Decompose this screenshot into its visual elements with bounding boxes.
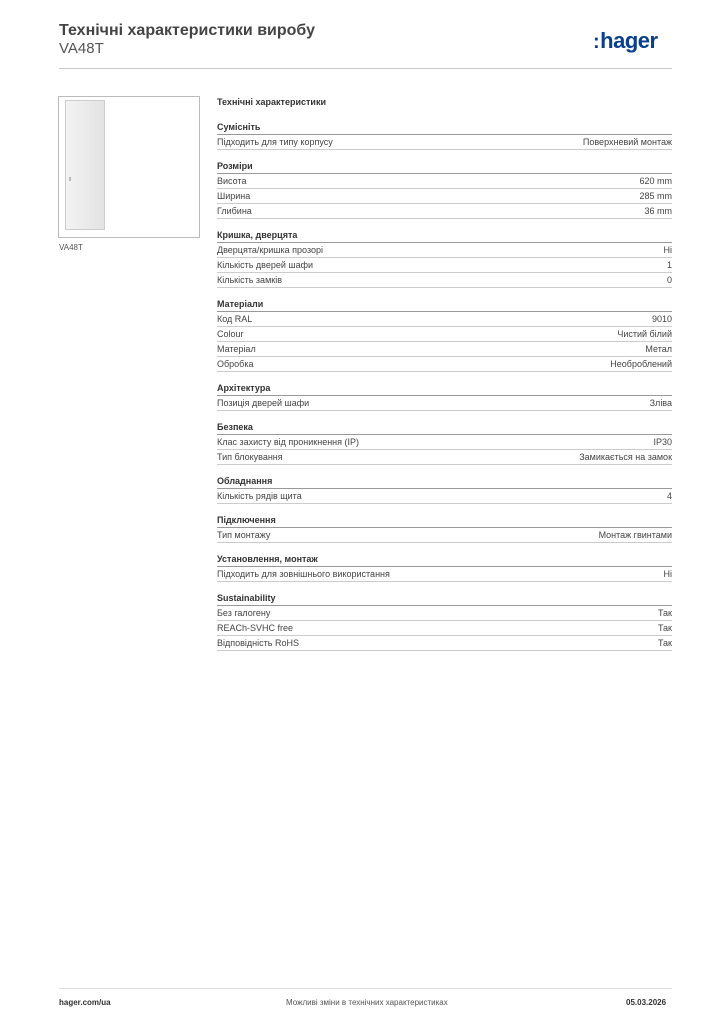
spec-row xyxy=(217,435,672,450)
spec-row xyxy=(217,396,672,411)
spec-value: Необроблений xyxy=(610,359,672,369)
section-spacer xyxy=(217,288,672,297)
spec-row xyxy=(217,636,672,651)
spec-value: Замикається на замок xyxy=(579,452,672,462)
spec-row xyxy=(217,621,672,636)
specs-heading: Технічні характеристики xyxy=(217,97,326,107)
product-image xyxy=(58,96,200,238)
spec-label: Позиція дверей шафи xyxy=(217,398,310,408)
section-title: Установлення, монтаж xyxy=(217,552,672,567)
section-title: Безпека xyxy=(217,420,672,435)
spec-row xyxy=(217,243,672,258)
spec-row xyxy=(217,606,672,621)
product-code: VA48T xyxy=(59,40,104,57)
spec-row xyxy=(217,327,672,342)
spec-value: Ні xyxy=(663,569,672,579)
spec-value: IP30 xyxy=(653,437,672,447)
spec-value: Монтаж гвинтами xyxy=(598,530,672,540)
hager-logo: :hager xyxy=(593,28,658,53)
spec-label: Colour xyxy=(217,329,244,339)
spec-value: 0 xyxy=(666,275,672,285)
section-spacer xyxy=(217,411,672,420)
spec-label: Кількість дверей шафи xyxy=(217,260,314,270)
spec-row xyxy=(217,357,672,372)
footer-website[interactable]: hager.com/ua xyxy=(59,998,111,1007)
footer-disclaimer: Можливі зміни в технічних характеристиках xyxy=(286,998,448,1007)
spec-label: Глибина xyxy=(217,206,252,216)
spec-sections xyxy=(217,120,672,651)
section-title: Кришка, дверцята xyxy=(217,228,672,243)
section-title: Обладнання xyxy=(217,474,672,489)
spec-value: 285 mm xyxy=(639,191,672,201)
spec-value: Ні xyxy=(663,245,672,255)
section-spacer xyxy=(217,372,672,381)
spec-label: Тип монтажу xyxy=(217,530,271,540)
spec-row xyxy=(217,174,672,189)
spec-value: 620 mm xyxy=(639,176,672,186)
spec-row xyxy=(217,204,672,219)
spec-value: Так xyxy=(657,623,672,633)
spec-value: Так xyxy=(657,608,672,618)
section-spacer xyxy=(217,465,672,474)
footer-divider xyxy=(59,988,672,989)
spec-label: Без галогену xyxy=(217,608,271,618)
cabinet-door-illustration xyxy=(65,100,105,230)
section-spacer xyxy=(217,219,672,228)
spec-row xyxy=(217,273,672,288)
spec-row xyxy=(217,312,672,327)
spec-row xyxy=(217,489,672,504)
spec-row xyxy=(217,567,672,582)
spec-label: Кількість замків xyxy=(217,275,282,285)
spec-value: 9010 xyxy=(651,314,672,324)
spec-label: Відповідність RoHS xyxy=(217,638,299,648)
section-title: Підключення xyxy=(217,513,672,528)
spec-row xyxy=(217,450,672,465)
spec-value: 4 xyxy=(666,491,672,501)
spec-label: Дверцята/кришка прозорі xyxy=(217,245,323,255)
spec-value: 1 xyxy=(666,260,672,270)
spec-label: Клас захисту від проникнення (IP) xyxy=(217,437,360,447)
spec-value: 36 mm xyxy=(644,206,672,216)
section-title: Розміри xyxy=(217,159,672,174)
spec-value: Зліва xyxy=(649,398,672,408)
spec-value: Чистий білий xyxy=(617,329,672,339)
spec-value: Метал xyxy=(645,344,672,354)
spec-row xyxy=(217,258,672,273)
section-spacer xyxy=(217,543,672,552)
spec-row xyxy=(217,528,672,543)
spec-label: Висота xyxy=(217,176,247,186)
footer-date: 05.03.2026 xyxy=(626,998,667,1007)
door-lock-icon xyxy=(69,177,71,181)
section-spacer xyxy=(217,150,672,159)
spec-label: Обробка xyxy=(217,359,254,369)
spec-label: Кількість рядів щита xyxy=(217,491,302,501)
section-spacer xyxy=(217,504,672,513)
spec-row xyxy=(217,189,672,204)
logo-text: hager xyxy=(600,28,658,53)
section-spacer xyxy=(217,582,672,591)
specifications-table xyxy=(217,96,672,651)
spec-row xyxy=(217,342,672,357)
section-title: Сумісніть xyxy=(217,120,672,135)
section-title: Архітектура xyxy=(217,381,672,396)
spec-label: Матеріал xyxy=(217,344,256,354)
spec-label: Підходить для зовнішнього використання xyxy=(217,569,390,579)
spec-label: REACh-SVHC free xyxy=(217,623,294,633)
image-caption: VA48T xyxy=(59,243,83,252)
spec-value: Так xyxy=(657,638,672,648)
spec-label: Підходить для типу корпусу xyxy=(217,137,333,147)
spec-value: Поверхневий монтаж xyxy=(582,137,672,147)
spec-label: Код RAL xyxy=(217,314,253,324)
section-title: Sustainability xyxy=(217,591,672,606)
spec-row xyxy=(217,135,672,150)
section-title: Матеріали xyxy=(217,297,672,312)
page-title: Технічні характеристики виробу xyxy=(59,22,315,39)
header-divider xyxy=(59,68,672,69)
spec-label: Ширина xyxy=(217,191,251,201)
spec-label: Тип блокування xyxy=(217,452,283,462)
